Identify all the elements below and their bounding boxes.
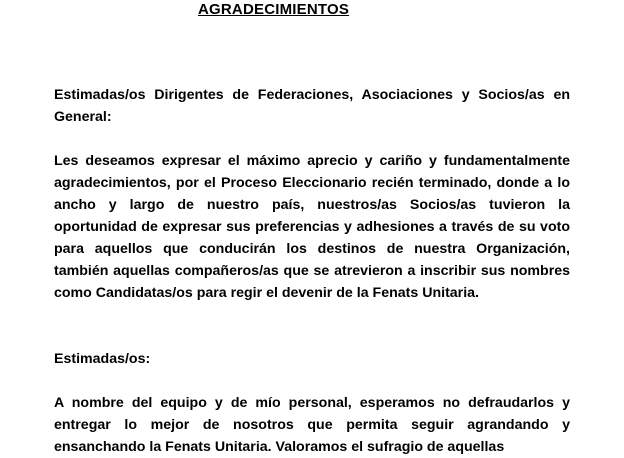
- spacer: [54, 370, 570, 392]
- paragraph-team: A nombre del equipo y de mío personal, esperamos no defraudarlos y entregar lo mejor de nosotros que permita seguir agrandando y ensanchando la Fenats Unitaria. Valoramos el sufragio de aquellas: [54, 395, 570, 455]
- spacer: [54, 304, 570, 348]
- salutation-federations: Estimadas/os Dirigentes de Federaciones, Asociaciones y Socios/as en General:: [54, 87, 570, 125]
- salutation-estimadas: Estimadas/os:: [54, 351, 151, 367]
- document-body: [54, 84, 570, 458]
- spacer: [54, 128, 570, 150]
- document-title: AGRADECIMIENTOS: [198, 1, 350, 18]
- paragraph-thanks: Les deseamos expresar el máximo aprecio y cariño y fundamentalmente agradecimientos, por el Proceso Eleccionario recién terminado, donde a lo ancho y largo de nuestro país, nuestros/as Socios/as tuvieron la oportunidad de expresar sus preferencias y adhesiones a través de su voto para aquellos que conducirán los destinos de nuestra Organización, también aquellas compañeros/as que se atrevieron a inscribir sus nombres como Candidatas/os para regir el devenir de la Fenats Unitaria.: [54, 153, 570, 301]
